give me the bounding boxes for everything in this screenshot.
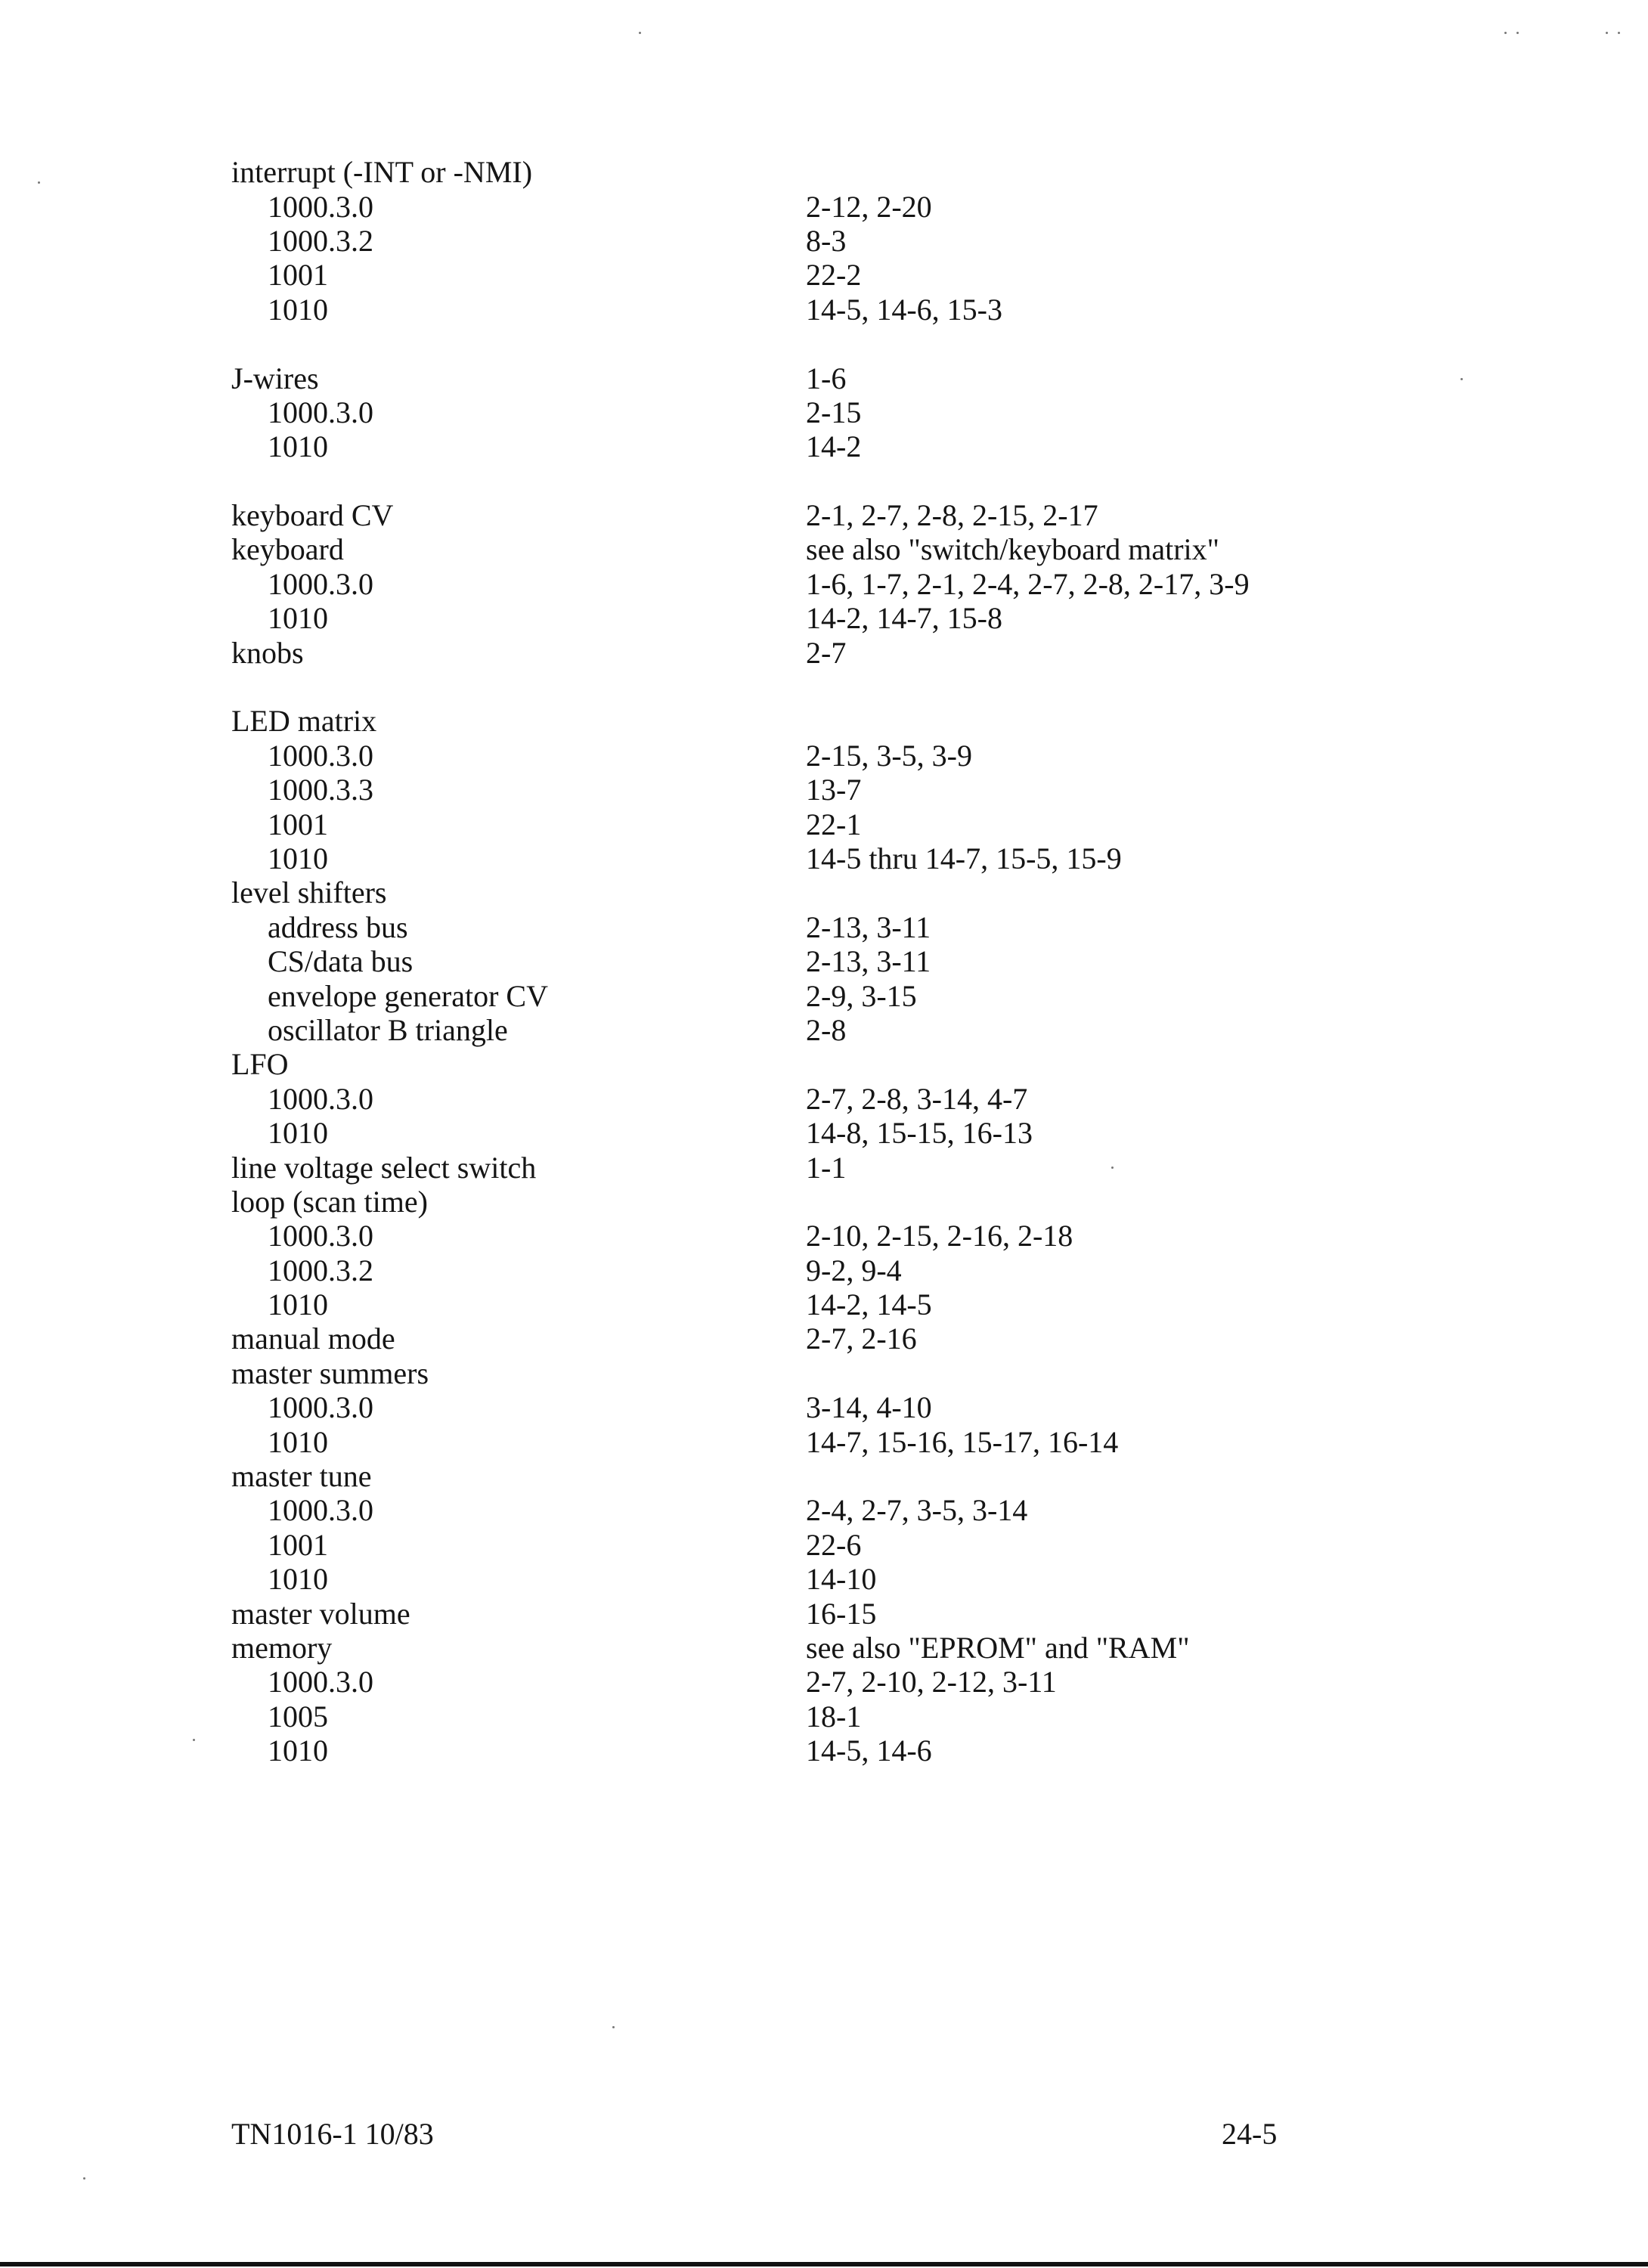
page-references: 2-13, 3-11 (806, 909, 931, 944)
index-term: knobs (231, 635, 304, 670)
scan-speck (612, 2026, 615, 2028)
entry-spacer (231, 327, 1365, 361)
page-references: 14-2, 14-5 (806, 1287, 932, 1322)
index-entry (231, 1631, 1365, 1665)
index-term: 1000.3.0 (268, 189, 373, 224)
page-references: 2-7, 2-10, 2-12, 3-11 (806, 1665, 1057, 1699)
index-subentry (231, 807, 1365, 841)
index-entry (231, 635, 1365, 669)
index-term: 1010 (268, 601, 328, 636)
page-references: 1-6, 1-7, 2-1, 2-4, 2-7, 2-8, 2-17, 3-9 (806, 566, 1250, 601)
index-term: 1005 (268, 1699, 328, 1734)
footer-page-number: 24-5 (1222, 2117, 1278, 2151)
index-term: LFO (231, 1047, 289, 1082)
index-term: 1001 (268, 1527, 328, 1562)
index-term: interrupt (-INT or -NMI) (231, 155, 533, 190)
index-subentry (231, 1699, 1365, 1734)
index-subentry (231, 841, 1365, 875)
index-term: master tune (231, 1459, 372, 1494)
index-subentry (231, 1219, 1365, 1253)
index-term: 1000.3.0 (268, 395, 373, 429)
entry-spacer (231, 464, 1365, 498)
index-term: master volume (231, 1596, 410, 1631)
index-term: 1000.3.0 (268, 1081, 373, 1116)
index-subentry (231, 1562, 1365, 1596)
scan-speck (1606, 32, 1608, 34)
index-subentry (231, 1493, 1365, 1527)
index-subentry (231, 1013, 1365, 1047)
index-term: manual mode (231, 1321, 395, 1356)
index-subentry (231, 293, 1365, 327)
page-references: 2-1, 2-7, 2-8, 2-15, 2-17 (806, 498, 1098, 533)
page-references: 2-7, 2-8, 3-14, 4-7 (806, 1081, 1028, 1116)
index-subentry (231, 567, 1365, 601)
page-references: 3-14, 4-10 (806, 1390, 932, 1425)
index-term: 1000.3.2 (268, 1253, 373, 1287)
index-entry (231, 155, 1365, 189)
page-references: 13-7 (806, 773, 862, 807)
index-entry (231, 1459, 1365, 1493)
index-entry (231, 1321, 1365, 1356)
index-term: J-wires (231, 361, 319, 395)
page-references: 2-15, 3-5, 3-9 (806, 738, 972, 773)
page-references: 14-10 (806, 1562, 877, 1597)
index-list (231, 155, 1365, 1768)
index-entry (231, 1356, 1365, 1390)
index-entry (231, 875, 1365, 909)
index-entry (231, 361, 1365, 395)
page-references: 14-5, 14-6, 15-3 (806, 292, 1002, 327)
page-references: 14-2 (806, 429, 862, 464)
scan-speck (193, 1739, 195, 1741)
page-references: 14-8, 15-15, 16-13 (806, 1116, 1033, 1151)
index-term: 1001 (268, 258, 328, 293)
page-references: 14-7, 15-16, 15-17, 16-14 (806, 1424, 1119, 1459)
index-term: address bus (268, 909, 408, 944)
index-subentry (231, 429, 1365, 463)
page-references: 14-2, 14-7, 15-8 (806, 601, 1002, 636)
index-term: 1001 (268, 807, 328, 841)
page-references: 2-9, 3-15 (806, 978, 917, 1013)
index-subentry (231, 601, 1365, 635)
index-term: 1010 (268, 1287, 328, 1322)
page-bottom-edge (0, 2262, 1648, 2266)
page-references: 2-7 (806, 635, 847, 670)
index-term: memory (231, 1630, 333, 1665)
index-entry (231, 1596, 1365, 1630)
index-subentry (231, 1253, 1365, 1287)
index-term: loop (scan time) (231, 1184, 428, 1219)
index-entry (231, 532, 1365, 566)
index-entry (231, 1150, 1365, 1184)
index-entry (231, 704, 1365, 738)
page-references: see also "EPROM" and "RAM" (806, 1630, 1190, 1665)
index-term: keyboard CV (231, 498, 394, 533)
index-term: master summers (231, 1356, 429, 1390)
index-subentry (231, 1082, 1365, 1116)
index-subentry (231, 1390, 1365, 1424)
page-references: 16-15 (806, 1596, 877, 1631)
index-term: 1000.3.2 (268, 223, 373, 258)
index-subentry (231, 978, 1365, 1012)
index-entry (231, 1047, 1365, 1081)
index-subentry (231, 739, 1365, 773)
index-subentry (231, 1528, 1365, 1562)
scan-speck (1618, 32, 1620, 34)
page-references: 1-1 (806, 1150, 847, 1185)
index-term: 1010 (268, 1734, 328, 1768)
page-references: 2-8 (806, 1012, 847, 1047)
scan-speck (38, 181, 40, 184)
index-subentry (231, 773, 1365, 807)
page-references: 8-3 (806, 223, 847, 258)
index-entry (231, 498, 1365, 532)
index-subentry (231, 1665, 1365, 1699)
entry-spacer (231, 670, 1365, 704)
scan-speck (1516, 32, 1519, 34)
index-term: LED matrix (231, 704, 377, 739)
scan-speck (1461, 378, 1463, 380)
index-term: 1010 (268, 841, 328, 875)
page-references: 14-5, 14-6 (806, 1734, 932, 1768)
index-subentry (231, 1424, 1365, 1458)
index-term: 1000.3.0 (268, 566, 373, 601)
index-term: 1000.3.0 (268, 1390, 373, 1425)
index-term: 1000.3.3 (268, 773, 373, 807)
page-references: 22-1 (806, 807, 862, 841)
index-subentry (231, 1734, 1365, 1768)
index-subentry (231, 1287, 1365, 1321)
scan-speck (83, 2177, 85, 2180)
index-subentry (231, 1116, 1365, 1150)
page-references: 18-1 (806, 1699, 862, 1734)
page-references: 22-6 (806, 1527, 862, 1562)
page-references: 2-12, 2-20 (806, 189, 932, 224)
index-subentry (231, 395, 1365, 429)
page-references: 2-7, 2-16 (806, 1321, 917, 1356)
index-term: line voltage select switch (231, 1150, 537, 1185)
footer-document-id: TN1016-1 10/83 (231, 2117, 434, 2151)
index-term: 1010 (268, 1424, 328, 1459)
page-references: 2-10, 2-15, 2-16, 2-18 (806, 1219, 1073, 1253)
index-subentry (231, 189, 1365, 223)
page-references: 2-13, 3-11 (806, 944, 931, 979)
index-subentry (231, 224, 1365, 258)
page-references: 1-6 (806, 361, 847, 395)
index-term: 1010 (268, 292, 328, 327)
index-term: 1000.3.0 (268, 1665, 373, 1699)
index-term: level shifters (231, 875, 387, 910)
index-term: oscillator B triangle (268, 1012, 508, 1047)
page-references: 22-2 (806, 258, 862, 293)
index-term: keyboard (231, 532, 344, 567)
index-subentry (231, 258, 1365, 292)
scan-speck (639, 32, 641, 34)
page-references: 2-4, 2-7, 3-5, 3-14 (806, 1493, 1028, 1528)
index-subentry (231, 944, 1365, 978)
page-references: 2-15 (806, 395, 862, 429)
index-term: 1000.3.0 (268, 1219, 373, 1253)
index-term: 1000.3.0 (268, 1493, 373, 1528)
index-term: 1010 (268, 429, 328, 464)
page-references: 14-5 thru 14-7, 15-5, 15-9 (806, 841, 1122, 875)
page-references: see also "switch/keyboard matrix" (806, 532, 1219, 567)
index-term: 1010 (268, 1116, 328, 1151)
index-term: 1000.3.0 (268, 738, 373, 773)
scan-speck (1111, 1167, 1114, 1169)
index-term: envelope generator CV (268, 978, 548, 1013)
index-term: 1010 (268, 1562, 328, 1597)
index-entry (231, 1185, 1365, 1219)
index-subentry (231, 910, 1365, 944)
page-references: 9-2, 9-4 (806, 1253, 902, 1287)
index-term: CS/data bus (268, 944, 414, 979)
scan-speck (1504, 32, 1507, 34)
